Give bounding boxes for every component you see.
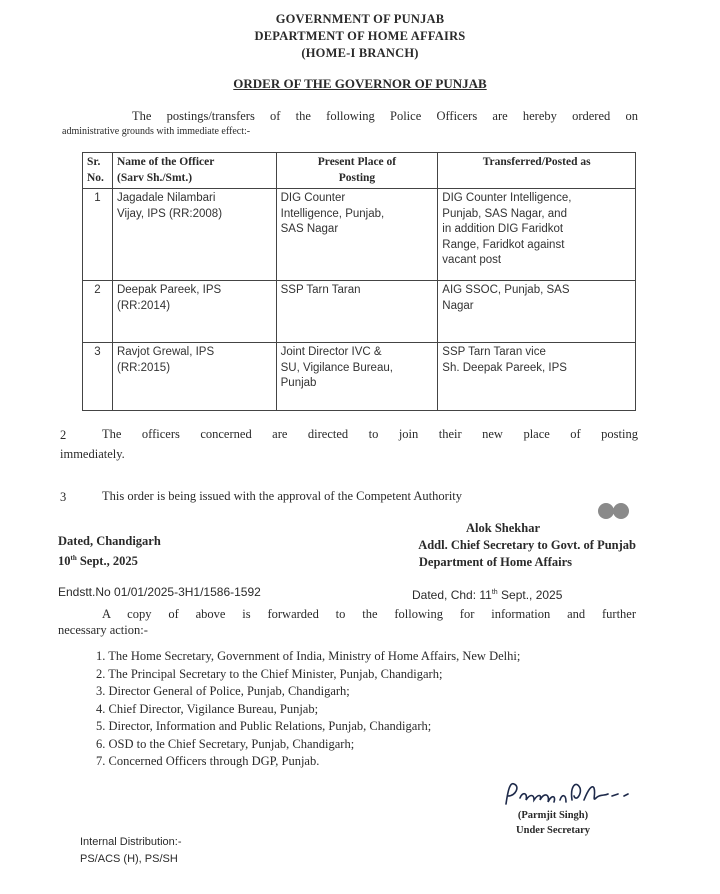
cell-line: vacant post [442,254,502,266]
para-2-number: 2 [60,428,67,442]
para-3: This order is being issued with the approval of the Competent Authority [102,489,463,503]
para-2-line-2: immediately. [60,447,125,461]
endorsement-date-suffix: th [491,589,498,596]
signature-mark-icon [596,500,632,522]
cell-sr: 3 [83,343,113,411]
cell-present [276,189,438,281]
header-present [276,153,438,189]
cell-line: Punjab [280,377,317,389]
order-title: ORDER OF THE GOVERNOR OF PUNJAB [233,76,487,91]
cell-transferred [438,281,636,343]
cell-line: Deepak Pareek, IPS [116,284,222,296]
header-government: GOVERNMENT OF PUNJAB [275,12,445,26]
list-item: 6. OSD to the Chief Secretary, Punjab, Chandigarh; [96,736,355,751]
list-item: 5. Director, Information and Public Relations, Punjab, Chandigarh; [96,719,432,733]
table-row [83,343,636,411]
endorsement-number: Endstt.No 01/01/2025-3H1/1586-1592 [58,585,261,599]
header-present-line: Present Place of [317,156,397,168]
dated-date [58,550,161,570]
cell-transferred [438,189,636,281]
cell-line: (RR:2014) [116,299,171,312]
recipients-list [96,648,520,771]
signatory-designation: Addl. Chief Secretary to Govt. of Punjab [418,538,636,552]
table-header-row [83,153,636,189]
cell-line: Jagadale Nilambari [116,192,216,204]
cell-name [112,189,276,281]
list-item: 1. The Home Secretary, Government of India, Ministry of Home Affairs, New Delhi; [96,649,521,663]
endorsement-date-rest: Sept., 2025 [501,588,563,602]
header-sr-line: Sr. [87,156,101,168]
cell-line: DIG Counter Intelligence, [442,192,572,204]
under-secretary-block [486,808,620,838]
copy-line-1: A copy of above is forwarded to the following for information and further [102,607,636,621]
header-sr-line: No. [87,171,104,184]
copy-paragraph [58,604,636,640]
cell-line: Vijay, IPS (RR:2008) [116,207,223,220]
cell-name [112,281,276,343]
para-2-line-1: The officers concerned are directed to join their new place of posting [102,427,638,441]
under-secretary-name: (Parmjit Singh) [517,810,589,821]
cell-name [112,343,276,411]
internal-label: Internal Distribution:- [80,836,182,848]
endorsement-date [412,584,562,604]
list-item: 2. The Principal Secretary to the Chief Minister, Punjab, Chandigarh; [96,666,443,681]
cell-line: SAS Nagar [280,223,339,235]
dated-place: Dated, Chandigarh [58,534,161,548]
postings-table [82,152,636,411]
dated-block [58,533,161,570]
cell-line: Nagar [442,299,474,312]
intro-line-1: The postings/transfers of the following Police Officers are hereby ordered on [132,109,638,123]
dated-day-suffix: th [70,554,77,562]
cell-line: Range, Faridkot against [442,238,565,251]
header-branch: (HOME-I BRANCH) [301,46,419,60]
signatory-department: Department of Home Affairs [418,555,572,569]
table-row [83,281,636,343]
header-name-line: (Sarv Sh./Smt.) [116,171,193,184]
dated-rest: Sept., 2025 [79,554,138,569]
list-item: 4. Chief Director, Vigilance Bureau, Punjab; [96,701,319,716]
internal-value: PS/ACS (H), PS/SH [80,853,178,865]
header-sr [83,153,113,189]
intro-paragraph [62,106,638,142]
cell-line: DIG Counter [280,192,346,204]
endorsement-date-prefix: Dated, Chd: 11 [412,588,492,602]
list-item: 7. Concerned Officers through DGP, Punjab. [96,754,320,768]
cell-line: (RR:2015) [116,361,171,374]
intro-line-2: administrative grounds with immediate effect:- [62,126,251,137]
cell-sr: 1 [83,189,113,281]
under-secretary-designation: Under Secretary [516,825,590,836]
para-2 [60,424,638,464]
copy-line-2: necessary action:- [58,623,148,637]
cell-line: Punjab, SAS Nagar, and [442,207,567,220]
header-name-line: Name of the Officer [116,156,215,168]
cell-line: SU, Vigilance Bureau, [280,361,393,374]
dated-day: 10 [58,554,71,569]
signatory-name: Alok Shekhar [466,521,540,535]
cell-line: SSP Tarn Taran vice [442,346,546,358]
header-transferred [438,153,636,189]
cell-line: in addition DIG Faridkot [442,223,564,235]
para-3-number: 3 [60,490,67,504]
cell-transferred [438,343,636,411]
handwritten-signature [500,776,648,812]
cell-line: Ravjot Grewal, IPS [116,346,215,358]
cell-present [276,343,438,411]
header-transferred-line: Transferred/Posted as [482,156,591,168]
cell-line: Intelligence, Punjab, [280,207,385,220]
header-name [112,153,276,189]
cell-line: SSP Tarn Taran [280,284,361,296]
cell-line: Sh. Deepak Pareek, IPS [442,361,567,374]
header-present-line: Posting [338,171,376,184]
internal-distribution [80,834,182,868]
cell-line: Joint Director IVC & [280,346,382,358]
signatory-block [330,520,636,571]
cell-line: AIG SSOC, Punjab, SAS [442,284,570,296]
cell-sr: 2 [83,281,113,343]
cell-present [276,281,438,343]
list-item: 3. Director General of Police, Punjab, Chandigarh; [96,684,350,698]
header-department: DEPARTMENT OF HOME AFFAIRS [254,29,466,43]
table-row [83,189,636,281]
